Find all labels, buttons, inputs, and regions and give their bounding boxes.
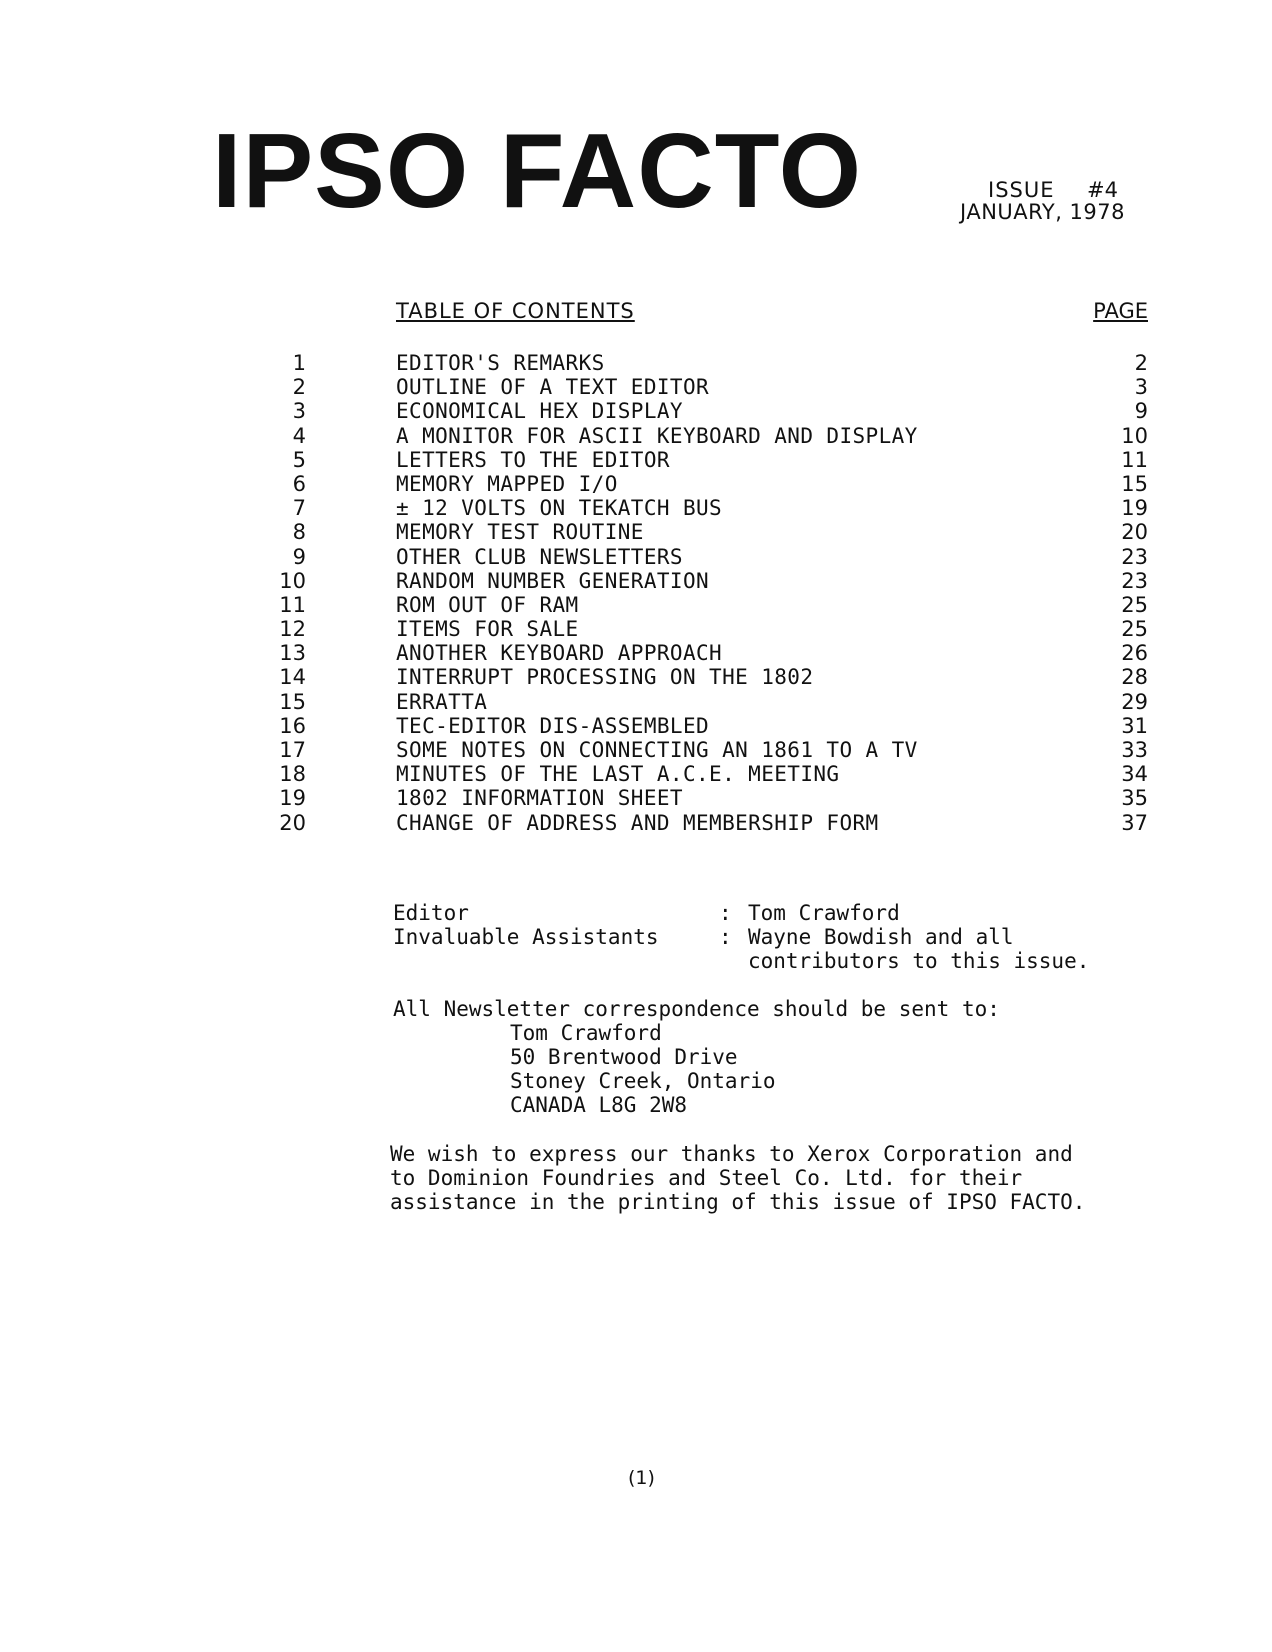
toc-entry-title: A MONITOR FOR ASCII KEYBOARD AND DISPLAY — [396, 423, 918, 448]
toc-entry-title: INTERRUPT PROCESSING ON THE 1802 — [396, 665, 814, 690]
toc-entry — [0, 496, 1272, 520]
toc-entry-page: 10 — [1121, 423, 1148, 448]
toc-entry-number: 5 — [292, 447, 306, 472]
toc-entry-title: SOME NOTES ON CONNECTING AN 1861 TO A TV — [396, 738, 918, 762]
toc-entry-title: EDITOR'S REMARKS — [396, 351, 605, 375]
toc-entry-page: 34 — [1121, 762, 1148, 787]
toc-entry-number: 14 — [279, 665, 306, 690]
thanks-line: assistance in the printing of this issue of IPSO FACTO. — [390, 1190, 1086, 1214]
toc-entry-number: 6 — [292, 471, 306, 496]
toc-entry-page: 28 — [1121, 665, 1148, 690]
toc-entry-title: MINUTES OF THE LAST A.C.E. MEETING — [396, 762, 840, 787]
toc-entry-page: 35 — [1121, 786, 1148, 811]
toc-entry-number: 12 — [279, 617, 306, 642]
toc-entry — [0, 641, 1272, 665]
toc-entry-page: 15 — [1121, 471, 1148, 496]
address-line: 50 Brentwood Drive — [510, 1045, 738, 1069]
toc-entry — [0, 690, 1272, 714]
toc-entry-title: OUTLINE OF A TEXT EDITOR — [396, 375, 710, 400]
toc-entry-title: ANOTHER KEYBOARD APPROACH — [396, 641, 723, 666]
toc-entry — [0, 593, 1272, 617]
toc-entry-title: ECONOMICAL HEX DISPLAY — [396, 399, 683, 424]
toc-page-heading: PAGE — [1093, 299, 1148, 323]
toc-entry — [0, 520, 1272, 544]
toc-entry-number: 1 — [292, 351, 306, 375]
toc-entry — [0, 714, 1272, 738]
toc-entry — [0, 762, 1272, 786]
address-line: CANADA L8G 2W8 — [510, 1093, 688, 1117]
toc-entry-page: 33 — [1121, 738, 1148, 762]
address-line: Stoney Creek, Ontario — [510, 1069, 776, 1093]
toc-entry-number: 11 — [279, 592, 306, 617]
toc-entry-page: 23 — [1121, 544, 1148, 569]
address-line: Tom Crawford — [510, 1021, 662, 1045]
toc-entry-page: 31 — [1121, 713, 1148, 738]
toc-entry-page: 37 — [1121, 810, 1148, 835]
toc-entry-number: 16 — [279, 713, 306, 738]
editor-name: Tom Crawford — [748, 901, 900, 925]
thanks-line: We wish to express our thanks to Xerox Corporation and — [390, 1142, 1073, 1166]
toc-entry — [0, 375, 1272, 399]
toc-entry-title: CHANGE OF ADDRESS AND MEMBERSHIP FORM — [396, 810, 879, 835]
toc-entry — [0, 665, 1272, 689]
toc-entry-title: MEMORY MAPPED I/O — [396, 471, 618, 496]
toc-entry-title: ± 12 VOLTS ON TEKATCH BUS — [396, 496, 723, 521]
correspondence-intro: All Newsletter correspondence should be sent to: — [393, 997, 1000, 1021]
toc-entry-number: 3 — [292, 399, 306, 424]
toc-entry-title: ERRATTA — [396, 689, 488, 714]
page-number: (1) — [628, 1467, 655, 1489]
toc-entry-page: 11 — [1121, 447, 1148, 472]
toc-entry-page: 25 — [1121, 617, 1148, 642]
toc-entry-title: 1802 INFORMATION SHEET — [396, 786, 683, 811]
toc-entry-number: 8 — [292, 520, 306, 545]
toc-entry-number: 19 — [279, 786, 306, 811]
toc-entry — [0, 617, 1272, 641]
toc-entry-page: 29 — [1121, 689, 1148, 714]
toc-entry-page: 19 — [1121, 496, 1148, 521]
toc-entry-page: 3 — [1134, 375, 1148, 400]
editor-label: Editor — [393, 901, 469, 925]
toc-entry-title: OTHER CLUB NEWSLETTERS — [396, 544, 683, 569]
toc-entry — [0, 472, 1272, 496]
toc-entry — [0, 545, 1272, 569]
toc-entry-number: 17 — [279, 738, 306, 762]
toc-entry — [0, 399, 1272, 423]
toc-entry-title: ROM OUT OF RAM — [396, 592, 579, 617]
toc-entry — [0, 448, 1272, 472]
toc-entry-title: LETTERS TO THE EDITOR — [396, 447, 670, 472]
masthead-title: IPSO FACTO — [212, 112, 863, 230]
toc-entry — [0, 786, 1272, 810]
toc-entry-title: RANDOM NUMBER GENERATION — [396, 568, 710, 593]
toc-entry-title: MEMORY TEST ROUTINE — [396, 520, 644, 545]
toc-entry-page: 23 — [1121, 568, 1148, 593]
toc-entry-number: 10 — [279, 568, 306, 593]
toc-entry-number: 15 — [279, 689, 306, 714]
assistants-value-line2: contributors to this issue. — [748, 949, 1090, 973]
toc-list — [0, 351, 1272, 835]
assistants-label: Invaluable Assistants — [393, 925, 659, 949]
toc-entry — [0, 424, 1272, 448]
toc-entry-number: 20 — [279, 810, 306, 835]
toc-entry-number: 4 — [292, 423, 306, 448]
toc-entry-page: 25 — [1121, 592, 1148, 617]
toc-entry-number: 18 — [279, 762, 306, 787]
thanks-line: to Dominion Foundries and Steel Co. Ltd. for their — [390, 1166, 1023, 1190]
toc-entry-number: 13 — [279, 641, 306, 666]
editor-separator: : — [719, 901, 732, 925]
toc-entry-number: 2 — [292, 375, 306, 400]
issue-number: #4 — [1087, 178, 1118, 202]
toc-heading: TABLE OF CONTENTS — [396, 299, 635, 323]
toc-entry — [0, 811, 1272, 835]
assistants-separator: : — [719, 925, 732, 949]
toc-entry — [0, 351, 1272, 375]
toc-entry-number: 9 — [292, 544, 306, 569]
issue-date: JANUARY, 1978 — [960, 200, 1126, 224]
toc-entry — [0, 569, 1272, 593]
toc-entry-page: 20 — [1121, 520, 1148, 545]
toc-entry-title: TEC-EDITOR DIS-ASSEMBLED — [396, 713, 710, 738]
toc-entry-title: ITEMS FOR SALE — [396, 617, 579, 642]
toc-entry-page: 9 — [1134, 399, 1148, 424]
issue-label: ISSUE — [988, 178, 1055, 202]
toc-entry-page: 26 — [1121, 641, 1148, 666]
assistants-value-line1: Wayne Bowdish and all — [748, 925, 1014, 949]
toc-entry-number: 7 — [292, 496, 306, 521]
toc-entry-page: 2 — [1134, 351, 1148, 375]
toc-entry — [0, 738, 1272, 762]
